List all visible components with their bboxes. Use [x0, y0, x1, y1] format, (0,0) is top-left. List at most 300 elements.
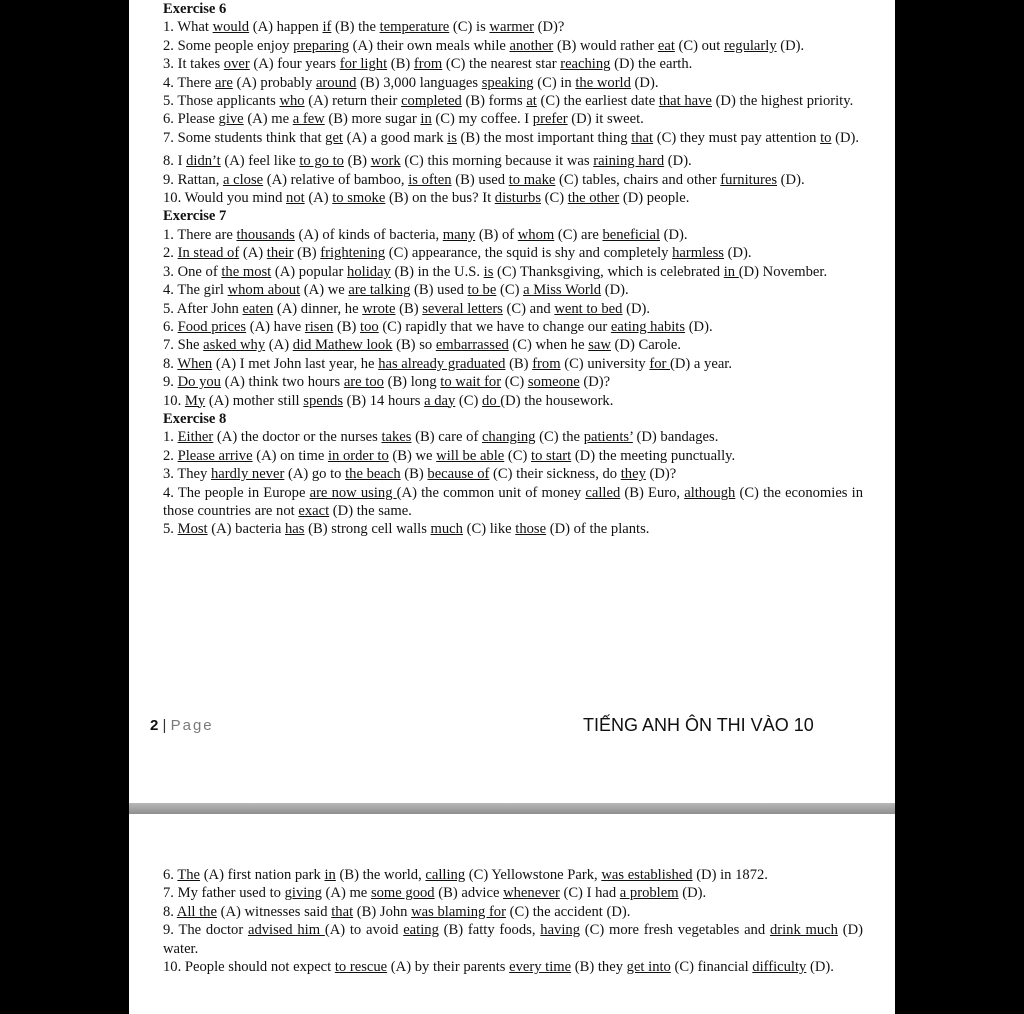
- underlined-option: eaten: [242, 300, 274, 317]
- question-text: (B) strong cell walls: [304, 521, 431, 538]
- question-item: [163, 392, 863, 410]
- question-text: (A) have: [246, 318, 305, 335]
- exercise-content: [163, 866, 863, 976]
- question-text: (C) Thanksgiving, which is celebrated: [493, 263, 724, 280]
- question-item: [163, 336, 863, 354]
- question-item: [163, 428, 863, 446]
- question-text: (A) the common unit of money: [396, 484, 586, 501]
- exercise-heading: [163, 207, 863, 225]
- question-text: 6.: [163, 318, 178, 335]
- underlined-option: a day: [424, 392, 456, 409]
- underlined-option: eating habits: [610, 318, 686, 335]
- question-text: (B) forms: [461, 93, 527, 110]
- underlined-option: the most: [221, 263, 272, 280]
- page-number-footer: [150, 717, 214, 734]
- question-text: (D).: [831, 129, 860, 146]
- question-text: (B) so: [392, 337, 436, 354]
- underlined-option: is often: [408, 171, 452, 188]
- question-text: (A) a good mark: [343, 129, 448, 146]
- underlined-option: spends: [303, 392, 343, 409]
- underlined-option: Food prices: [177, 318, 247, 335]
- question-text: (A) bacteria: [207, 521, 285, 538]
- question-text: 5.: [163, 521, 178, 538]
- underlined-option: in: [723, 263, 739, 280]
- question-text: 9. The doctor: [163, 922, 248, 939]
- question-text: (A): [304, 190, 333, 207]
- underlined-option: has: [285, 521, 305, 538]
- question-text: (B) more sugar: [324, 111, 421, 128]
- question-text: (C) when he: [508, 337, 589, 354]
- question-text: (A) go to: [284, 466, 346, 483]
- question-text: (D)?: [645, 466, 677, 483]
- underlined-option: another: [509, 37, 554, 54]
- underlined-option: When: [177, 355, 213, 372]
- question-item: [163, 921, 863, 958]
- question-text: (D).: [622, 300, 651, 317]
- underlined-option: did Mathew look: [292, 337, 393, 354]
- question-text: (B): [400, 466, 428, 483]
- question-text: (A) probably: [232, 74, 316, 91]
- underlined-option: changing: [481, 429, 536, 446]
- question-text: 2.: [163, 245, 178, 262]
- underlined-option: has already graduated: [378, 355, 506, 372]
- underlined-option: didn’t: [186, 153, 221, 170]
- question-text: (D).: [685, 318, 713, 335]
- underlined-option: harmless: [672, 245, 724, 262]
- underlined-option: for light: [339, 56, 388, 73]
- question-text: (D) of the plants.: [546, 521, 650, 538]
- underlined-option: get into: [626, 959, 671, 976]
- question-text: (C) tables, chairs and other: [555, 171, 721, 188]
- underlined-option: at: [526, 93, 537, 110]
- underlined-option: warmer: [489, 19, 534, 36]
- underlined-option: asked why: [203, 337, 266, 354]
- underlined-option: in: [420, 111, 432, 128]
- question-text: (A) dinner, he: [273, 300, 363, 317]
- underlined-option: a Miss World: [523, 282, 602, 299]
- question-text: (D) November.: [738, 263, 828, 280]
- exercise-heading: [163, 0, 863, 18]
- underlined-option: difficulty: [752, 959, 807, 976]
- question-text: (A) first nation park: [200, 867, 325, 883]
- question-item: [163, 465, 863, 483]
- question-text: 6.: [163, 867, 178, 883]
- underlined-option: are: [215, 74, 233, 91]
- question-item: [163, 37, 863, 55]
- question-text: 8.: [163, 355, 178, 372]
- question-text: 4. The people in Europe: [163, 484, 310, 501]
- question-item: [163, 903, 863, 921]
- underlined-option: for: [649, 355, 671, 372]
- question-text: (C): [541, 190, 568, 207]
- question-text: (C): [504, 447, 532, 464]
- underlined-option: are now using: [309, 484, 397, 501]
- underlined-option: get: [325, 129, 343, 146]
- question-text: (A) the doctor or the nurses: [213, 429, 382, 446]
- question-text: (B) we: [388, 447, 437, 464]
- question-text: (A) popular: [271, 263, 348, 280]
- question-text: (D).: [723, 245, 752, 262]
- question-item: [163, 884, 863, 902]
- question-text: (A) four years: [249, 56, 340, 73]
- question-text: (C) they must pay attention: [653, 129, 821, 146]
- underlined-option: regularly: [723, 37, 777, 54]
- question-text: (D) the same.: [329, 502, 412, 519]
- underlined-option: a problem: [619, 885, 679, 902]
- underlined-option: whenever: [503, 885, 560, 902]
- question-text: (C) the: [535, 429, 584, 446]
- question-text: (A): [239, 245, 267, 262]
- question-text: (C) the accident (D).: [505, 903, 631, 920]
- underlined-option: Please arrive: [177, 447, 253, 464]
- underlined-option: who: [279, 93, 305, 110]
- question-text: Exercise 7: [163, 208, 227, 225]
- underlined-option: around: [315, 74, 357, 91]
- question-text: (C) my coffee. I: [431, 111, 533, 128]
- underlined-option: reaching: [560, 56, 611, 73]
- underlined-option: saw: [588, 337, 611, 354]
- underlined-option: do: [482, 392, 501, 409]
- question-text: (B) the: [331, 19, 380, 36]
- question-text: 7. Some students think that: [163, 129, 326, 146]
- underlined-option: preparing: [293, 37, 350, 54]
- question-text: (C) more fresh vegetables and: [580, 922, 770, 939]
- question-text: (B) they: [571, 959, 627, 976]
- question-text: (B): [505, 355, 533, 372]
- question-text: 2.: [163, 447, 178, 464]
- question-text: (D)?: [534, 19, 565, 36]
- question-item: [163, 281, 863, 299]
- underlined-option: eating: [403, 922, 439, 939]
- question-text: (D) the meeting punctually.: [571, 447, 736, 464]
- question-text: (C) are: [554, 226, 603, 243]
- question-text: (C) their sickness, do: [489, 466, 621, 483]
- document-page-1: [129, 0, 895, 803]
- question-item: [163, 74, 863, 92]
- question-item: [163, 171, 863, 189]
- question-text: (D) Carole.: [610, 337, 682, 354]
- question-text: (D).: [777, 171, 805, 188]
- question-item: [163, 300, 863, 318]
- underlined-option: giving: [284, 885, 322, 902]
- question-text: 7. She: [163, 337, 204, 354]
- question-text: (A) by their parents: [387, 959, 510, 976]
- question-text: (B) on the bus? It: [385, 190, 495, 207]
- underlined-option: over: [223, 56, 250, 73]
- underlined-option: the other: [567, 190, 620, 207]
- underlined-option: patients’: [583, 429, 633, 446]
- underlined-option: temperature: [379, 19, 450, 36]
- question-text: (A) me: [243, 111, 293, 128]
- underlined-option: from: [413, 56, 443, 73]
- underlined-option: was established: [601, 867, 693, 883]
- question-text: 9. Rattan,: [163, 171, 223, 188]
- underlined-option: to: [820, 129, 832, 146]
- underlined-option: to start: [531, 447, 572, 464]
- question-text: (D) the housework.: [500, 392, 614, 409]
- underlined-option: raining hard: [593, 153, 665, 170]
- question-text: (A) I met John last year, he: [212, 355, 379, 372]
- question-item: [163, 244, 863, 262]
- underlined-option: that: [331, 903, 354, 920]
- question-item: [163, 318, 863, 336]
- underlined-option: because of: [427, 466, 490, 483]
- underlined-option: risen: [304, 318, 334, 335]
- question-item: [163, 129, 863, 147]
- question-text: (B) the world,: [335, 867, 426, 883]
- underlined-option: All the: [176, 903, 217, 920]
- question-item: [163, 958, 863, 976]
- question-text: (D) the highest priority.: [711, 93, 854, 110]
- question-text: (D).: [806, 959, 834, 976]
- underlined-option: those: [515, 521, 547, 538]
- underlined-option: are too: [343, 374, 384, 391]
- question-item: [163, 92, 863, 110]
- underlined-option: every time: [509, 959, 572, 976]
- underlined-option: they: [620, 466, 646, 483]
- question-text: (A) of kinds of bacteria,: [294, 226, 443, 243]
- question-text: (B) 14 hours: [343, 392, 425, 409]
- underlined-option: that: [631, 129, 654, 146]
- question-text: (B) 3,000 languages: [356, 74, 482, 91]
- exercise-content: [163, 0, 863, 539]
- question-text: (C) I had: [559, 885, 620, 902]
- question-text: (A) happen: [249, 19, 323, 36]
- question-text: (B): [333, 318, 361, 335]
- question-text: (B) of: [475, 226, 518, 243]
- underlined-option: My: [184, 392, 206, 409]
- question-item: [163, 189, 863, 207]
- question-text: (B) in the U.S.: [390, 263, 484, 280]
- question-text: (C) in: [533, 74, 576, 91]
- question-text: (B) Euro,: [620, 484, 685, 501]
- underlined-option: whom about: [227, 282, 301, 299]
- question-text: (B): [343, 153, 371, 170]
- question-text: (C) the economies in those countries are not: [163, 484, 863, 519]
- underlined-option: if: [322, 19, 332, 36]
- question-text: 3. One of: [163, 263, 222, 280]
- question-text: (C) and: [502, 300, 555, 317]
- question-text: (A) on time: [252, 447, 328, 464]
- question-text: (D).: [776, 37, 805, 54]
- question-text: 2. Some people enjoy: [163, 37, 294, 54]
- underlined-option: to go to: [299, 153, 344, 170]
- underlined-option: not: [286, 190, 305, 207]
- question-item: [163, 263, 863, 281]
- question-text: 4. The girl: [163, 282, 228, 299]
- underlined-option: Most: [177, 521, 208, 538]
- underlined-option: frightening: [320, 245, 386, 262]
- question-text: (A) feel like: [220, 153, 300, 170]
- question-text: (B) used: [451, 171, 509, 188]
- question-text: (B) long: [383, 374, 441, 391]
- underlined-option: too: [360, 318, 379, 335]
- question-text: (D) a year.: [670, 355, 733, 372]
- question-text: (C): [501, 374, 528, 391]
- underlined-option: drink much: [769, 922, 838, 939]
- underlined-option: takes: [381, 429, 412, 446]
- question-text: (B): [387, 56, 414, 73]
- page-number: 2: [150, 717, 159, 734]
- underlined-option: eat: [657, 37, 675, 54]
- question-item: [163, 152, 863, 170]
- underlined-option: completed: [401, 93, 462, 110]
- underlined-option: speaking: [481, 74, 534, 91]
- question-text: (B) care of: [411, 429, 482, 446]
- question-text: 1. There are: [163, 226, 237, 243]
- question-text: (C) financial: [670, 959, 753, 976]
- question-text: 10. Would you mind: [163, 190, 287, 207]
- question-text: (A) return their: [304, 93, 402, 110]
- question-text: 3. They: [163, 466, 211, 483]
- question-text: (C) this morning because it was: [400, 153, 594, 170]
- underlined-option: from: [532, 355, 561, 372]
- question-text: (A) mother still: [205, 392, 304, 409]
- underlined-option: In stead of: [177, 245, 240, 262]
- question-text: (A) relative of bamboo,: [263, 171, 409, 188]
- question-text: 10.: [163, 392, 185, 409]
- underlined-option: work: [370, 153, 401, 170]
- page-separator: |: [162, 717, 167, 734]
- underlined-option: thousands: [236, 226, 295, 243]
- question-text: (A) me: [321, 885, 371, 902]
- question-text: (B) used: [410, 282, 468, 299]
- question-text: 1. What: [163, 19, 213, 36]
- question-text: (D).: [601, 282, 629, 299]
- question-text: (C) out: [674, 37, 724, 54]
- question-text: (B) John: [353, 903, 412, 920]
- underlined-option: a close: [223, 171, 264, 188]
- question-text: (A): [265, 337, 293, 354]
- underlined-option: some good: [370, 885, 435, 902]
- question-text: (C) Yellowstone Park,: [465, 867, 602, 883]
- question-text: (C) the nearest star: [442, 56, 561, 73]
- question-text: 7. My father used to: [163, 885, 285, 902]
- question-text: (A) we: [300, 282, 349, 299]
- underlined-option: give: [218, 111, 244, 128]
- question-text: 1.: [163, 429, 178, 446]
- page-gap: [129, 803, 895, 814]
- question-text: (A) their own meals while: [349, 37, 510, 54]
- question-text: (A) think two hours: [220, 374, 344, 391]
- underlined-option: beneficial: [602, 226, 660, 243]
- underlined-option: a few: [292, 111, 325, 128]
- underlined-option: the world: [575, 74, 631, 91]
- question-text: 8.: [163, 903, 177, 920]
- underlined-option: disturbs: [494, 190, 541, 207]
- underlined-option: is: [483, 263, 494, 280]
- underlined-option: would: [212, 19, 250, 36]
- question-text: (C): [496, 282, 524, 299]
- question-text: (C) university: [560, 355, 650, 372]
- underlined-option: several letters: [422, 300, 503, 317]
- underlined-option: prefer: [532, 111, 568, 128]
- question-text: (B): [293, 245, 321, 262]
- question-text: (B) would rather: [553, 37, 658, 54]
- question-text: (C) appearance, the squid is shy and completely: [385, 245, 673, 262]
- underlined-option: to be: [467, 282, 497, 299]
- question-item: [163, 355, 863, 373]
- underlined-option: was blaming for: [411, 903, 506, 920]
- underlined-option: The: [177, 867, 201, 883]
- question-text: (D) water.: [163, 922, 863, 957]
- question-item: [163, 484, 863, 521]
- question-text: 5. Those applicants: [163, 93, 280, 110]
- underlined-option: whom: [517, 226, 555, 243]
- underlined-option: in: [324, 867, 336, 883]
- underlined-option: Do you: [177, 374, 221, 391]
- underlined-option: although: [684, 484, 736, 501]
- question-text: Exercise 6: [163, 1, 227, 17]
- underlined-option: to rescue: [334, 959, 388, 976]
- question-item: [163, 18, 863, 36]
- question-text: 6. Please: [163, 111, 219, 128]
- exercise-heading: [163, 410, 863, 428]
- underlined-option: exact: [298, 502, 330, 519]
- underlined-option: in order to: [327, 447, 389, 464]
- question-text: (D) the earth.: [610, 56, 693, 73]
- question-text: 3. It takes: [163, 56, 224, 73]
- underlined-option: someone: [527, 374, 580, 391]
- underlined-option: Either: [177, 429, 214, 446]
- question-text: (C) the earliest date: [536, 93, 659, 110]
- question-text: 5. After John: [163, 300, 243, 317]
- underlined-option: holiday: [347, 263, 391, 280]
- document-page-2: [129, 814, 895, 1014]
- underlined-option: to smoke: [332, 190, 386, 207]
- underlined-option: calling: [425, 867, 466, 883]
- question-text: (A) to avoid: [324, 922, 404, 939]
- question-text: (D) bandages.: [632, 429, 719, 446]
- question-text: 9.: [163, 374, 178, 391]
- question-text: (D).: [630, 74, 659, 91]
- question-text: (B) the most important thing: [456, 129, 632, 146]
- underlined-option: hardly never: [210, 466, 285, 483]
- footer-title: TIẾNG ANH ÔN THI VÀO 10: [583, 715, 814, 735]
- underlined-option: are talking: [348, 282, 411, 299]
- underlined-option: advised him: [247, 922, 325, 939]
- question-text: (B): [395, 300, 423, 317]
- underlined-option: the beach: [345, 466, 401, 483]
- underlined-option: is: [447, 129, 457, 146]
- underlined-option: to make: [508, 171, 556, 188]
- underlined-option: having: [540, 922, 580, 939]
- question-text: (D) in 1872.: [692, 867, 768, 883]
- question-text: (C) is: [449, 19, 490, 36]
- question-text: (B) advice: [434, 885, 504, 902]
- question-text: 10. People should not expect: [163, 959, 335, 976]
- underlined-option: embarrassed: [435, 337, 509, 354]
- question-item: [163, 447, 863, 465]
- underlined-option: went to bed: [554, 300, 623, 317]
- underlined-option: called: [585, 484, 621, 501]
- underlined-option: many: [442, 226, 476, 243]
- question-text: (C): [455, 392, 483, 409]
- question-text: (C) like: [462, 521, 516, 538]
- question-text: 4. There: [163, 74, 216, 91]
- question-text: (D) it sweet.: [567, 111, 644, 128]
- question-text: (C) rapidly that we have to change our: [378, 318, 611, 335]
- question-text: (B) fatty foods,: [438, 922, 541, 939]
- question-item: [163, 226, 863, 244]
- question-text: (A) witnesses said: [216, 903, 332, 920]
- question-text: (D).: [678, 885, 707, 902]
- underlined-option: that have: [658, 93, 712, 110]
- question-item: [163, 866, 863, 884]
- question-item: [163, 55, 863, 73]
- underlined-option: to wait for: [440, 374, 502, 391]
- question-text: (D).: [664, 153, 692, 170]
